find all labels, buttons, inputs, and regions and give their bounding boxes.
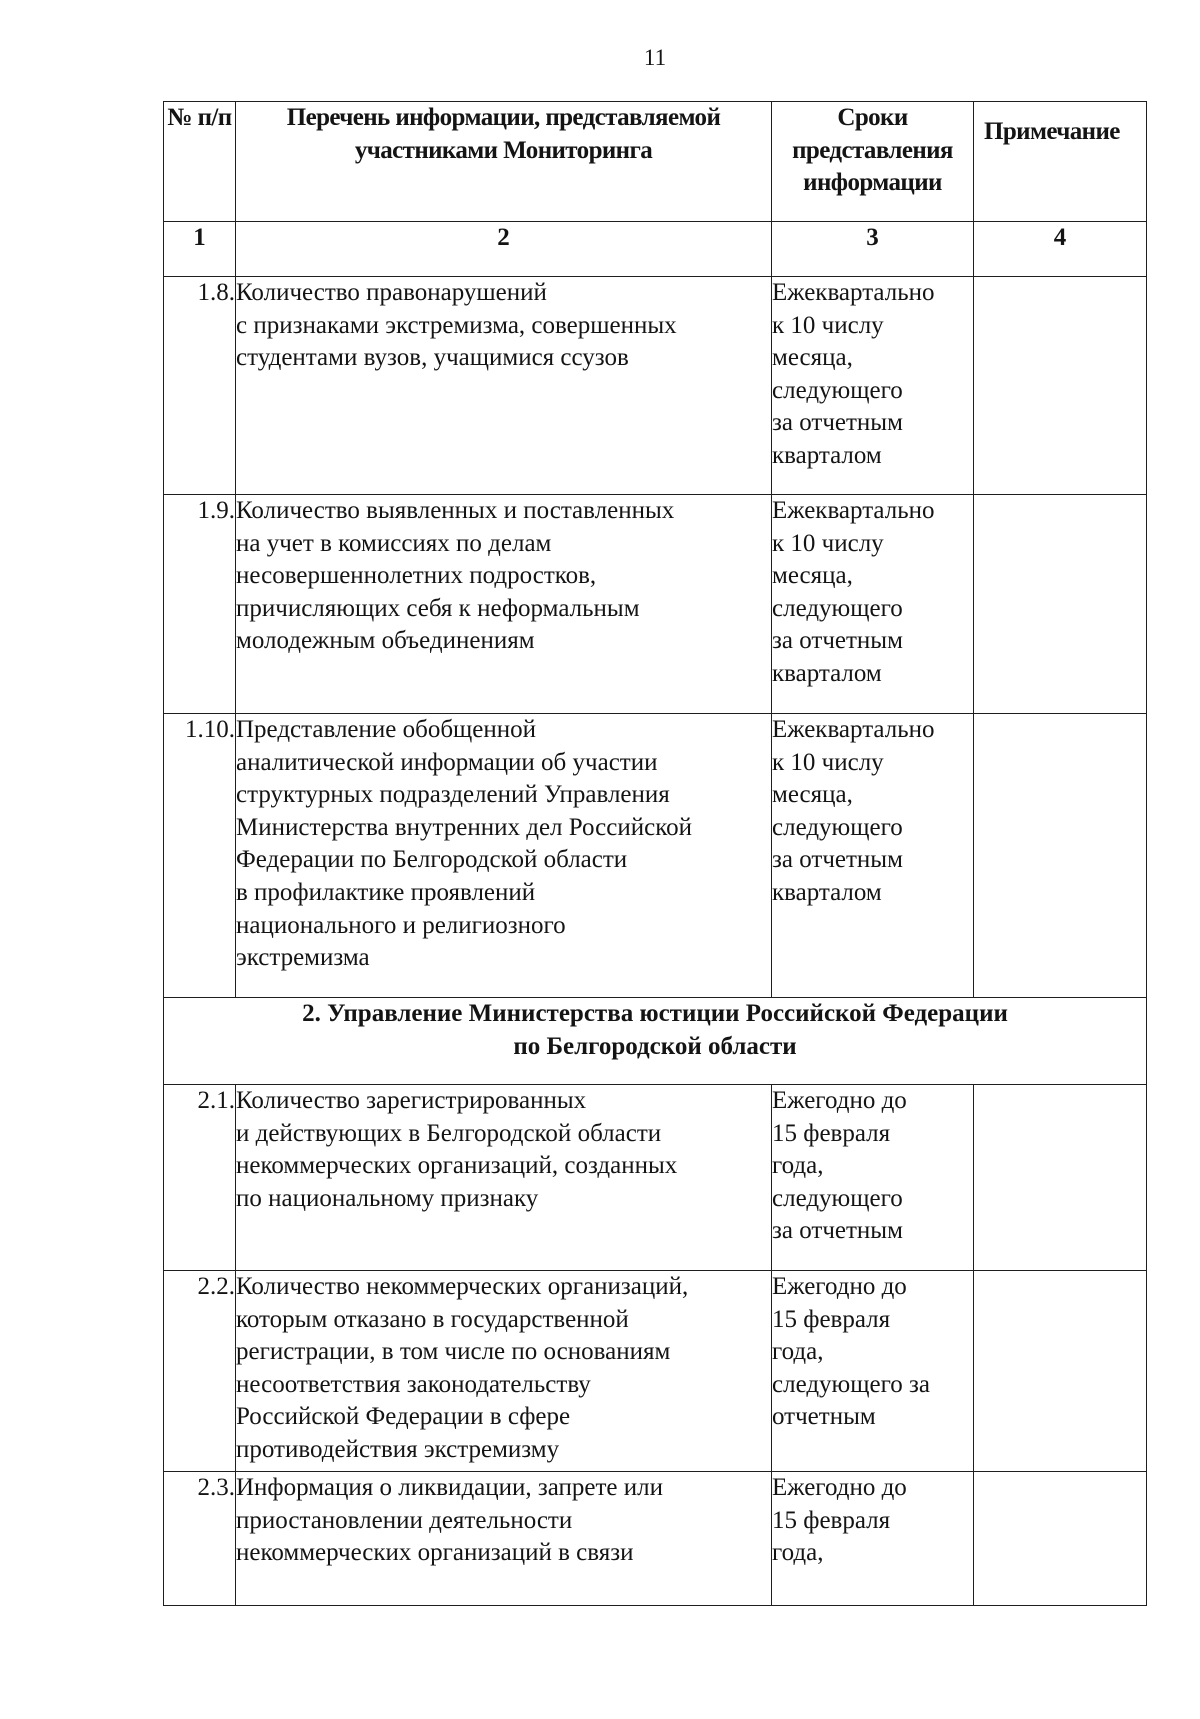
text-line: кварталом (772, 659, 882, 687)
row-number: 2.2. (164, 1271, 236, 1472)
column-number: 3 (772, 222, 974, 277)
text-line: за отчетным (772, 627, 903, 655)
text-line: следующего за (772, 1370, 930, 1398)
table-row (164, 1271, 1147, 1472)
column-number: 1 (164, 222, 236, 277)
row-term (772, 1472, 974, 1606)
row-term (772, 714, 974, 998)
table-row (164, 714, 1147, 998)
text-line: года, (772, 1539, 824, 1567)
row-term (772, 1085, 974, 1271)
text-line: Ежегодно до (772, 1087, 907, 1114)
text-line: Ежеквартально (772, 279, 935, 306)
text-line: Информация о ликвидации, запрете или (236, 1474, 664, 1501)
row-number: 1.10. (164, 714, 236, 998)
row-description (236, 277, 772, 495)
text-line: Федерации по Белгородской области (236, 846, 628, 874)
row-note (974, 714, 1147, 998)
text-line: Количество зарегистрированных (236, 1087, 587, 1114)
row-note (974, 1271, 1147, 1472)
text-line: следующего (772, 376, 903, 404)
text-line: регистрации, в том числе по основаниям (236, 1338, 671, 1366)
text-line: следующего (772, 1184, 903, 1212)
section-title (164, 998, 1147, 1085)
row-description (236, 714, 772, 998)
text-line: к 10 числу (772, 529, 884, 557)
text-line: к 10 числу (772, 311, 884, 339)
table-row (164, 1085, 1147, 1271)
text-line: Ежегодно до (772, 1273, 907, 1300)
text-line: Ежегодно до (772, 1474, 907, 1501)
text-line: студентами вузов, учащимися ссузов (236, 344, 629, 372)
header-description: Перечень информации, представляемой участниками Мониторинга (236, 102, 772, 222)
text-line: кварталом (772, 441, 882, 469)
text-line: некоммерческих организаций, созданных (236, 1152, 678, 1180)
row-description (236, 495, 772, 714)
text-line: Ежеквартально (772, 716, 935, 743)
section-title-line: по Белгородской области (513, 1032, 797, 1060)
row-term (772, 277, 974, 495)
row-note (974, 495, 1147, 714)
text-line: причисляющих себя к неформальным (236, 594, 640, 622)
row-number: 2.1. (164, 1085, 236, 1271)
header-note: Примечание (974, 102, 1147, 222)
table-row (164, 495, 1147, 714)
monitoring-info-table (163, 101, 1147, 1606)
text-line: в профилактике проявлений (236, 878, 536, 906)
row-description (236, 1472, 772, 1606)
text-line: кварталом (772, 878, 882, 906)
header-term: Сроки представления информации (772, 102, 974, 222)
text-line: некоммерческих организаций в связи (236, 1539, 634, 1567)
page-number: 11 (643, 45, 667, 70)
row-description (236, 1271, 772, 1472)
text-line: отчетным (772, 1403, 876, 1431)
text-line: за отчетным (772, 409, 903, 437)
text-line: приостановлении деятельности (236, 1506, 573, 1534)
text-line: Количество правонарушений (236, 279, 547, 306)
text-line: экстремизма (236, 944, 370, 972)
section-title-line: 2. Управление Министерства юстиции Российской Федерации (302, 1000, 1008, 1027)
row-term (772, 495, 974, 714)
text-line: следующего (772, 813, 903, 841)
text-line: с признаками экстремизма, совершенных (236, 311, 677, 339)
text-line: по национальному признаку (236, 1184, 539, 1212)
text-line: за отчетным (772, 1217, 903, 1245)
text-line: Министерства внутренних дел Российской (236, 813, 692, 841)
row-note (974, 1085, 1147, 1271)
text-line: месяца, (772, 344, 853, 372)
row-description (236, 1085, 772, 1271)
row-number: 1.9. (164, 495, 236, 714)
text-line: которым отказано в государственной (236, 1305, 629, 1333)
row-note (974, 1472, 1147, 1606)
table-header-row (164, 102, 1147, 222)
text-line: 15 февраля (772, 1119, 891, 1147)
section-header-row (164, 998, 1147, 1085)
table-row (164, 277, 1147, 495)
text-line: на учет в комиссиях по делам (236, 529, 552, 557)
text-line: национального и религиозного (236, 911, 566, 939)
column-number: 2 (236, 222, 772, 277)
text-line: несоответствия законодательству (236, 1370, 591, 1398)
row-number: 2.3. (164, 1472, 236, 1606)
text-line: Количество некоммерческих организаций, (236, 1273, 689, 1300)
text-line: за отчетным (772, 846, 903, 874)
column-number-row (164, 222, 1147, 277)
table-row (164, 1472, 1147, 1606)
text-line: следующего (772, 594, 903, 622)
row-note (974, 277, 1147, 495)
text-line: 15 февраля (772, 1506, 891, 1534)
text-line: аналитической информации об участии (236, 748, 658, 776)
text-line: года, (772, 1338, 824, 1366)
text-line: 15 февраля (772, 1305, 891, 1333)
header-num: № п/п (164, 102, 236, 222)
text-line: Ежеквартально (772, 497, 935, 524)
text-line: месяца, (772, 562, 853, 590)
text-line: молодежным объединениям (236, 627, 535, 655)
text-line: и действующих в Белгородской области (236, 1119, 662, 1147)
row-term (772, 1271, 974, 1472)
text-line: несовершеннолетних подростков, (236, 562, 597, 590)
text-line: структурных подразделений Управления (236, 781, 670, 809)
text-line: противодействия экстремизму (236, 1435, 560, 1463)
text-line: Российской Федерации в сфере (236, 1403, 571, 1431)
row-number: 1.8. (164, 277, 236, 495)
text-line: Количество выявленных и поставленных (236, 497, 675, 524)
text-line: года, (772, 1152, 824, 1180)
text-line: месяца, (772, 781, 853, 809)
column-number: 4 (974, 222, 1147, 277)
text-line: к 10 числу (772, 748, 884, 776)
text-line: Представление обобщенной (236, 716, 537, 743)
